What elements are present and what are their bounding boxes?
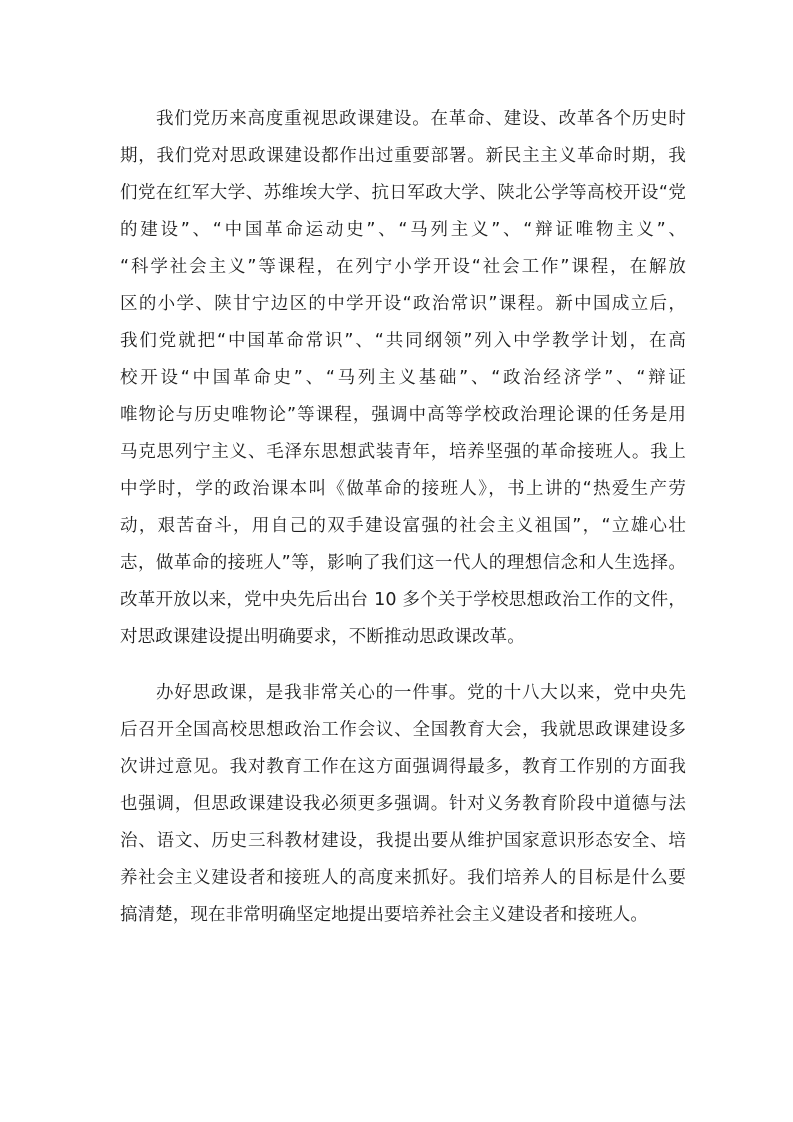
paragraph-line: 志，做革命的接班人”等，影响了我们这一代人的理想信念和人生选择。 — [120, 553, 686, 573]
paragraph-line: 我们党就把“中国革命常识”、“共同纲领”列入中学教学计划，在高 — [120, 331, 686, 351]
paragraph-line: 对思政课建设提出明确要求，不断推动思政课改革。 — [120, 627, 525, 647]
paragraph-line: 办好思政课，是我非常关心的一件事。党的十八大以来，党中央先 — [156, 683, 686, 703]
paragraph-line: 期，我们党对思政课建设都作出过重要部署。新民主主义革命时期，我 — [120, 146, 686, 166]
paragraph-line: 养社会主义建设者和接班人的高度来抓好。我们培养人的目标是什么要 — [120, 868, 686, 888]
paragraph-line: 我们党历来高度重视思政课建设。在革命、建设、改革各个历史时 — [156, 109, 686, 129]
paragraph-line: 中学时，学的政治课本叫《做革命的接班人》，书上讲的“热爱生产劳 — [120, 479, 686, 499]
paragraph-line: 动，艰苦奋斗，用自己的双手建设富强的社会主义祖国”，“立雄心壮 — [120, 516, 686, 536]
paragraph-line: 治、语文、历史三科教材建设，我提出要从维护国家意识形态安全、培 — [120, 831, 686, 851]
document-body — [120, 101, 686, 934]
paragraph-line: 们党在红军大学、苏维埃大学、抗日军政大学、陕北公学等高校开设“党 — [120, 183, 686, 203]
paragraph-1 — [120, 101, 686, 656]
paragraph-line: 马克思列宁主义、毛泽东思想武装青年，培养坚强的革命接班人。我上 — [120, 442, 686, 462]
paragraph-2 — [120, 675, 686, 934]
paragraph-line: 也强调，但思政课建设我必须更多强调。针对义务教育阶段中道德与法 — [120, 794, 686, 814]
paragraph-line: 改革开放以来，党中央先后出台 10 多个关于学校思想政治工作的文件， — [120, 590, 686, 610]
paragraph-line: 后召开全国高校思想政治工作会议、全国教育大会，我就思政课建设多 — [120, 720, 686, 740]
paragraph-line: 的建设”、“中国革命运动史”、“马列主义”、“辩证唯物主义”、 — [120, 220, 686, 240]
paragraph-line: 次讲过意见。我对教育工作在这方面强调得最多，教育工作别的方面我 — [120, 757, 686, 777]
paragraph-line: 唯物论与历史唯物论”等课程，强调中高等学校政治理论课的任务是用 — [120, 405, 686, 425]
paragraph-line: 区的小学、陕甘宁边区的中学开设“政治常识”课程。新中国成立后， — [120, 294, 686, 314]
paragraph-line: 校开设“中国革命史”、“马列主义基础”、“政治经济学”、“辩证 — [120, 368, 686, 388]
paragraph-line: 搞清楚，现在非常明确坚定地提出要培养社会主义建设者和接班人。 — [120, 905, 648, 925]
paragraph-line: “科学社会主义”等课程，在列宁小学开设“社会工作”课程，在解放 — [120, 257, 686, 277]
